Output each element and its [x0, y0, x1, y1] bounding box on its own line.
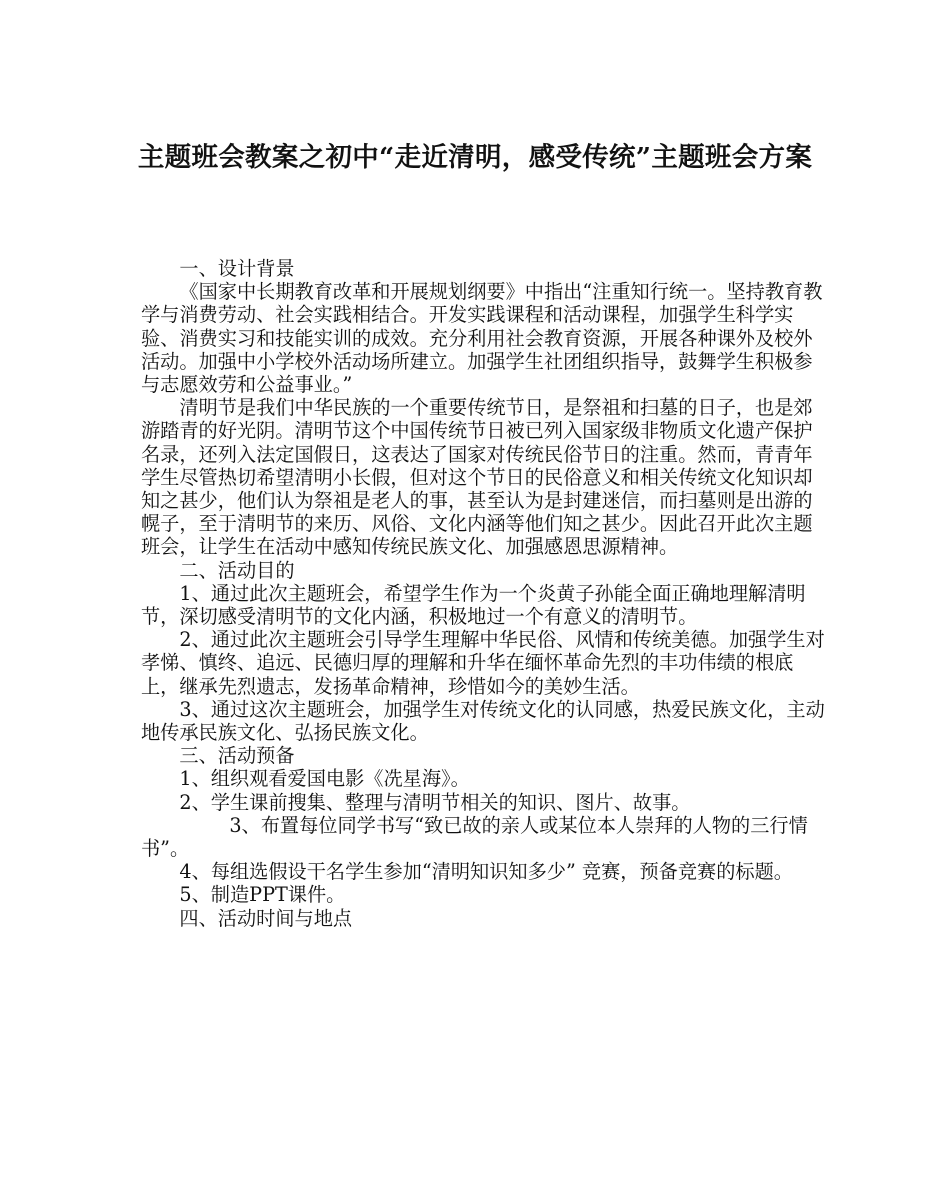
list-item: 4、每组选假设干名学生参加“清明知识知多少” 竞赛，预备竞赛的标题。 [179, 860, 793, 884]
document-title: 主题班会教案之初中“走近清明，感受传统”主题班会方案 [137, 142, 813, 173]
section-heading: 三、活动预备 [179, 744, 295, 768]
list-item: 1、组织观看爱国电影《冼星海》。 [179, 767, 470, 791]
section-heading: 四、活动时间与地点 [179, 906, 353, 930]
paragraph: 清明节是我们中华民族的一个重要传统节日，是祭祖和扫墓的日子，也是郊游踏青的好光阴。清明节这个中国传统节日被已列入国家级非物质文化遗产保护名录，还列入法定国假日，这表达了国家对传统民俗节日的注重。然而，青青年学生尽管热切希望清明小长假，但对这个节日的民俗意义和相关传统文化知识却知之甚少，他们认为祭祖是老人的事，甚至认为是封建迷信，而扫墓则是出游的幌子，至于清明节的来历、风俗、文化内涵等他们知之甚少。因此召开此次主题班会，让学生在活动中感知传统民族文化、加强感恩思源精神。 [141, 396, 813, 559]
paragraph: 2、通过此次主题班会引导学生理解中华民俗、风情和传统美德。加强学生对孝悌、慎终、追远、民德归厚的理解和升华在缅怀革命先烈的丰功伟绩的根底上，继承先烈遗志，发扬革命精神，珍惜如今的美妙生活。 [141, 628, 825, 698]
document-body [141, 257, 831, 930]
list-item: 3、布置每位同学书写“致已故的亲人或某位本人崇拜的人物的三行情书”。 [141, 813, 808, 861]
paragraph: 3、通过这次主题班会，加强学生对传统文化的认同感，热爱民族文化，主动地传承民族文化、弘扬民族文化。 [141, 697, 825, 745]
paragraph: 1、通过此次主题班会，希望学生作为一个炎黄子孙能全面正确地理解清明节，深切感受清明节的文化内涵，积极地过一个有意义的清明节。 [141, 581, 806, 629]
section-heading: 二、活动目的 [179, 558, 295, 582]
list-item: 2、学生课前搜集、整理与清明节相关的知识、图片、故事。 [179, 790, 691, 814]
paragraph: 《国家中长期教育改革和开展规划纲要》中指出“注重知行统一。坚持教育教学与消费劳动、社会实践相结合。开发实践课程和活动课程，加强学生科学实验、消费实习和技能实训的成效。充分利用社会教育资源，开展各种课外及校外活动。加强中小学校外活动场所建立。加强学生社团组织指导，鼓舞学生积极参与志愿效劳和公益事业。” [141, 280, 823, 397]
section-heading: 一、设计背景 [179, 257, 295, 280]
list-item: 5、制造PPT课件。 [179, 883, 346, 907]
